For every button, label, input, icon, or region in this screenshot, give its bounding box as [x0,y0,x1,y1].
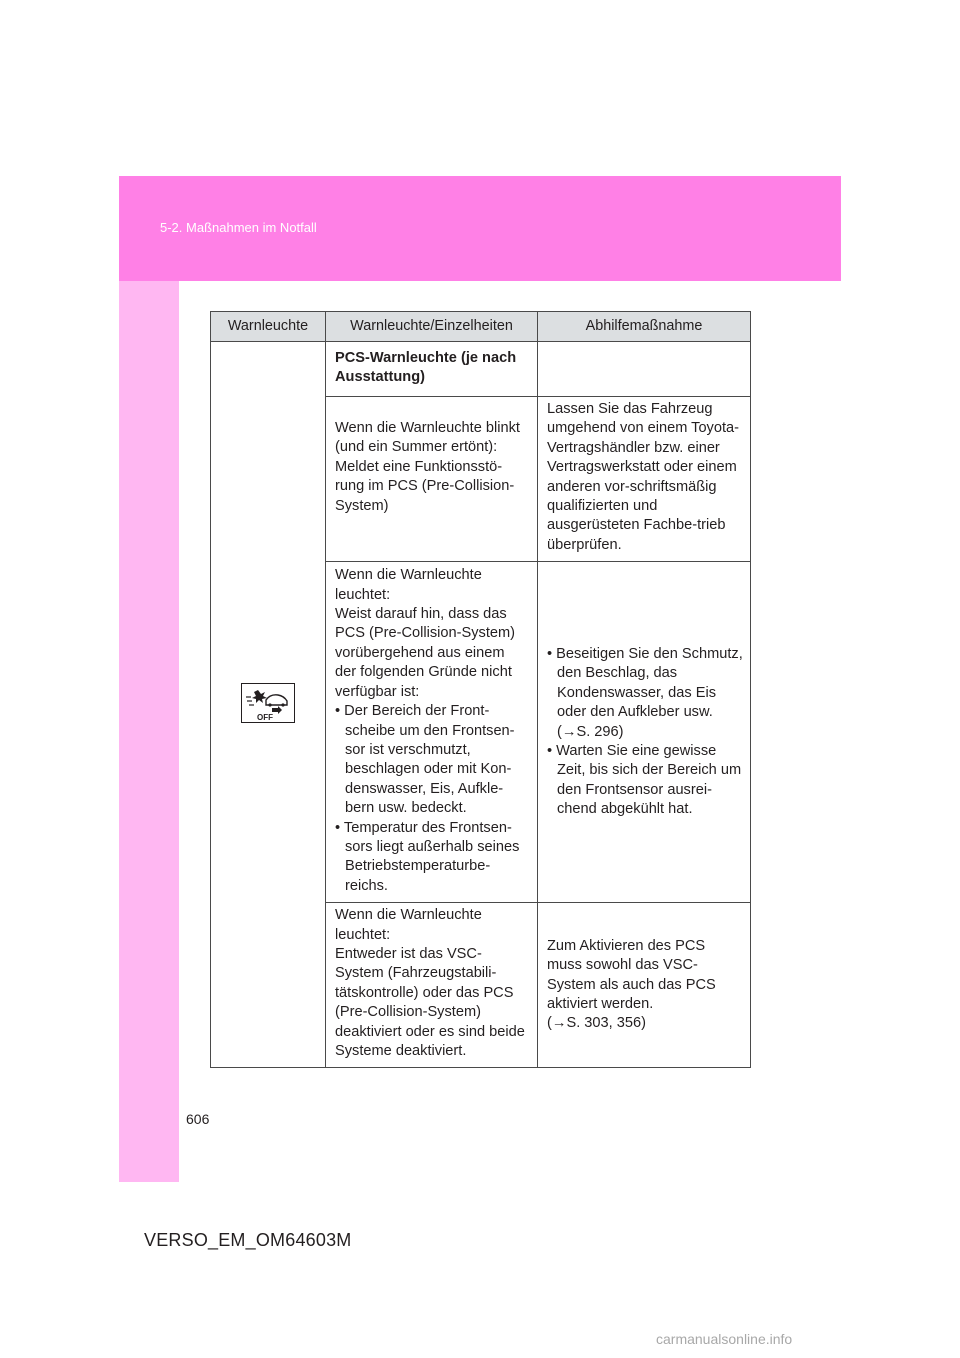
watermark: carmanualsonline.info [656,1331,793,1347]
remedy-bullet: • Beseitigen Sie den Schmutz, den Beschlag, das Kondenswasser, das Eis oder den Aufkleber usw. (→S. 296) [547,645,743,740]
details-line: Meldet eine Funktionsstö-rung im PCS (Pre-Collision-System) [335,458,515,514]
warning-light-cell [211,342,326,1068]
details-line: Wenn die Warnleuchte leuchtet: [335,567,482,603]
icon-off-label: OFF [257,712,273,722]
details-cell [326,342,538,397]
remedy-text: (→S. 303, 356) [547,1015,646,1032]
column-header: Warnleuchte/Einzelheiten [326,312,538,342]
details-line: Weist darauf hin, dass das PCS (Pre-Collision-System) vorübergehend aus einem der folgenden Gründe nicht verfügbar ist: [335,606,516,700]
section-title: 5-2. Maßnahmen im Notfall [160,220,317,235]
remedy-text: Lassen Sie das Fahrzeug umgehend von einem Toyota-Vertragshändler bzw. einer Vertragswerkstatt oder einem anderen vor-schriftsmäßig qualifizierten und ausgerüsteten Fachbe-trieb überprüfen. [547,401,740,553]
details-cell [326,562,538,903]
side-margin-band [119,281,179,1182]
remedy-cell [538,562,751,903]
remedy-text: Zum Aktivieren des PCS muss sowohl das VSC-System als auch das PCS aktiviert werden. [547,937,716,1012]
remedy-cell [538,342,751,397]
warning-light-table [210,311,751,1068]
page-number: 606 [186,1111,210,1127]
details-bullet: • Temperatur des Frontsen-sors liegt außerhalb seines Betriebstemperaturbe-reichs. [335,819,520,894]
remedy-bullet: • Warten Sie eine gewisse Zeit, bis sich der Bereich um den Frontsensor ausrei-chend abgekühlt hat. [547,742,742,818]
details-line: Wenn die Warnleuchte leuchtet: [335,907,482,943]
document-code: VERSO_EM_OM64603M [144,1230,352,1250]
table-row [211,342,751,397]
details-line: Entweder ist das VSC-System (Fahrzeugstabili-tätskontrolle) oder das PCS (Pre-Collision-System) deaktiviert oder es sind beide Systeme deaktiviert. [335,945,525,1059]
table-header-row [211,312,751,342]
column-header: Abhilfemaßnahme [538,312,751,342]
remedy-cell [538,903,751,1068]
column-header: Warnleuchte [211,312,326,342]
details-cell [326,903,538,1068]
details-cell [326,397,538,562]
remedy-cell [538,397,751,562]
details-line: Wenn die Warnleuchte blinkt (und ein Summer ertönt): [335,420,520,456]
details-bullet: • Der Bereich der Front-scheibe um den Frontsen-sor ist verschmutzt, beschlagen oder mit Kon-denswasser, Eis, Aufkle-bern usw. bedeckt. [335,703,515,817]
pcs-title: PCS-Warnleuchte (je nach Ausstattung) [335,350,517,386]
pcs-off-warning-icon [241,683,295,723]
